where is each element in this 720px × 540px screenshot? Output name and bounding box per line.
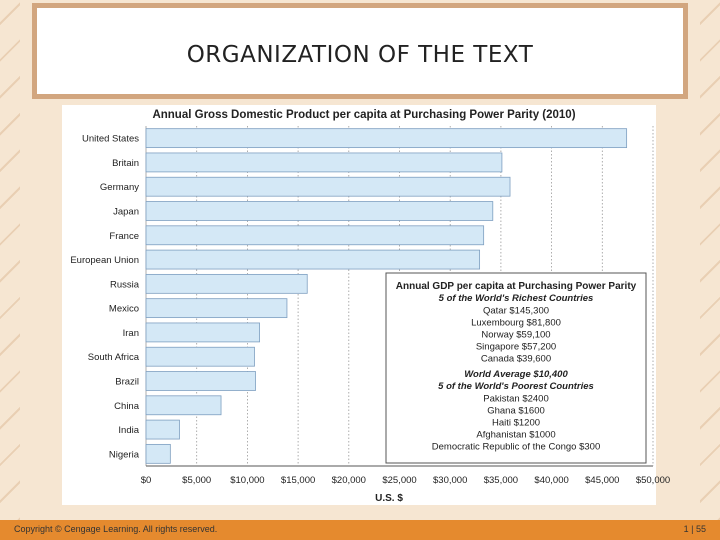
richest-item: Norway $59,100 [481,329,551,341]
category-label: Germany [99,182,139,194]
category-label: France [109,230,139,242]
category-labels [70,134,139,461]
category-label: India [118,425,139,437]
x-tick-label: $30,000 [433,475,468,486]
x-tick-label: $5,000 [182,475,212,486]
bar [146,250,480,269]
world-average: World Average $10,400 [464,369,568,380]
category-label: South Africa [87,352,139,364]
bar [146,444,170,463]
category-label: China [114,400,139,412]
category-label: Russia [109,279,139,291]
bar [146,396,221,415]
bar [146,274,307,293]
bar [146,420,179,439]
bar [146,153,502,172]
right-decorative-stripes [700,0,720,520]
x-tick-label: $25,000 [382,475,417,486]
page-number: 1 | 55 [683,524,706,534]
category-label: European Union [70,255,139,267]
x-tick-label: $40,000 [534,475,569,486]
category-label: Brazil [115,376,139,388]
copyright-notice: Copyright © Cengage Learning. All rights reserved. [14,524,218,534]
bar [146,323,260,342]
footer-bar [0,520,720,540]
category-label: Mexico [108,303,139,315]
left-decorative-stripes [0,0,20,520]
category-label: Nigeria [108,449,139,461]
bar [146,347,254,366]
bar [146,299,287,318]
x-tick-label: $10,000 [230,475,265,486]
x-tick-label: $0 [140,475,152,486]
richest-heading: 5 of the World's Richest Countries [438,293,594,304]
category-label: United States [81,133,139,145]
chart-panel [62,105,671,505]
x-tick-label: $15,000 [280,475,316,486]
poorest-item: Haiti $1200 [491,417,541,429]
x-tick-label: $50,000 [635,475,671,486]
richest-item: Luxembourg $81,800 [471,317,561,329]
bar [146,372,256,391]
annotation-box [386,273,646,463]
category-label: Britain [112,157,139,169]
chart-title: Annual Gross Domestic Product per capita at Purchasing Power Parity (2010) [152,109,576,121]
bar [146,177,510,196]
poorest-item: Afghanistan $1000 [476,429,556,441]
x-tick-label: $20,000 [331,475,366,486]
richest-item: Qatar $145,300 [482,305,550,317]
poorest-item: Pakistan $2400 [483,393,549,405]
bar [146,226,484,245]
x-tick-labels [141,475,670,486]
category-label: Japan [113,206,139,218]
poorest-heading: 5 of the World's Poorest Countries [438,381,594,392]
bar [146,129,627,148]
x-axis-label: U.S. $ [375,493,403,504]
slide-title-box [32,3,688,99]
richest-item: Singapore $57,200 [475,341,557,353]
poorest-item: Ghana $1600 [487,405,545,417]
poorest-item: Democratic Republic of the Congo $300 [431,441,601,453]
category-label: Iran [122,327,139,339]
slide-title: ORGANIZATION OF THE TEXT [186,42,534,68]
richest-item: Canada $39,600 [480,353,552,365]
x-tick-label: $35,000 [483,475,519,486]
bar [146,202,493,221]
annotation-title: Annual GDP per capita at Purchasing Power Parity [395,281,637,292]
gdp-bar-chart [62,105,671,505]
x-tick-label: $45,000 [585,475,620,486]
